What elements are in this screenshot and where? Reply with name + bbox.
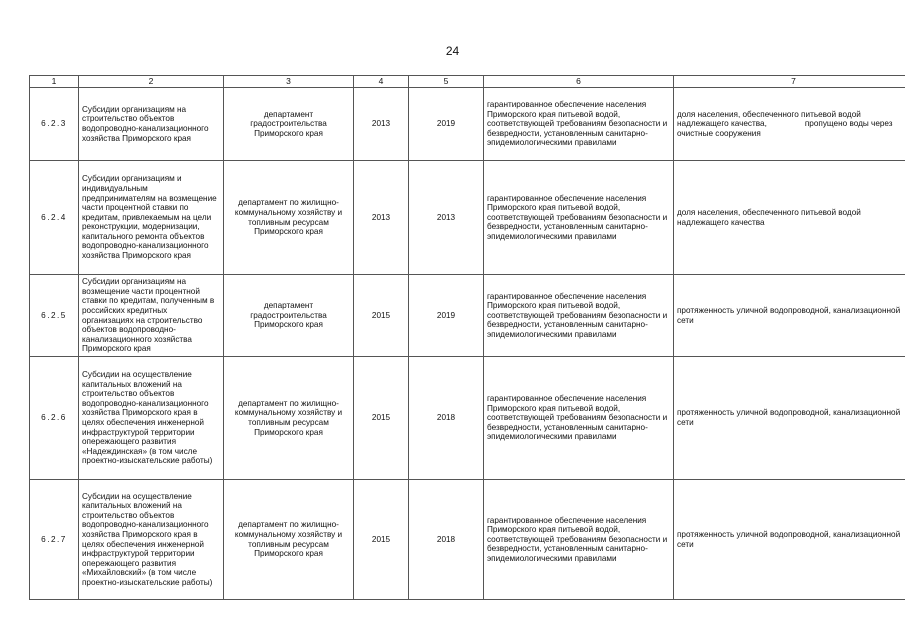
indicator-part: через очистные сооружения — [677, 119, 893, 138]
row-number: 6.2.3 — [30, 88, 79, 161]
row-number: 6.2.6 — [30, 357, 79, 480]
table-row — [30, 275, 905, 357]
expected-result: гарантированное обеспечение населения Приморского края питьевой водой, соответствующей требованиям безопасности и безвредности, установленным санитарно-эпидемиологическими правилами — [484, 275, 674, 357]
measure-name: Субсидии организациям и индивидуальным предпринимателям на возмещение части процентной ставки по кредитам, привлекаемым на цели реконструкции, модернизации, капитального ремонта объектов водопроводно-канализационного хозяйства Приморского края — [79, 161, 224, 275]
row-number: 6.2.7 — [30, 480, 79, 600]
column-header: 6 — [484, 76, 674, 88]
column-header: 5 — [409, 76, 484, 88]
header-row — [30, 76, 905, 88]
row-number: 6.2.4 — [30, 161, 79, 275]
program-table — [29, 75, 905, 600]
table-row — [30, 480, 905, 600]
column-header: 7 — [674, 76, 905, 88]
start-year: 2013 — [354, 88, 409, 161]
measure-name: Субсидии организациям на возмещение части процентной ставки по кредитам, полученным в российских кредитных организациях на строительство объектов водопроводно-канализационного хозяйства Приморского края — [79, 275, 224, 357]
end-year: 2018 — [409, 480, 484, 600]
measure-name: Субсидии организациям на строительство объектов водопроводно-канализационного хозяйства Приморского края — [79, 88, 224, 161]
measure-name: Субсидии на осуществление капитальных вложений на строительство объектов водопроводно-канализационного хозяйства Приморского края в целях обеспечения инженерной инфраструктурой территории опережающего развития «Михайловский» (в том числе проектно-изыскательские работы) — [79, 480, 224, 600]
indicator: протяженность уличной водопроводной, канализационной сети — [674, 275, 905, 357]
row-number: 6.2.5 — [30, 275, 79, 357]
executor: департамент по жилищно-коммунальному хозяйству и топливным ресурсам Приморского края — [224, 161, 354, 275]
indicator-part: доля населения, обеспеченного питьевой водой надлежащего качества, — [677, 109, 861, 129]
page-number: 24 — [445, 44, 460, 58]
end-year: 2019 — [409, 88, 484, 161]
end-year: 2013 — [409, 161, 484, 275]
executor: департамент по жилищно-коммунальному хозяйству и топливным ресурсам Приморского края — [224, 480, 354, 600]
column-header: 2 — [79, 76, 224, 88]
executor: департамент градостроительства Приморского края — [224, 275, 354, 357]
start-year: 2015 — [354, 275, 409, 357]
executor: департамент по жилищно-коммунальному хозяйству и топливным ресурсам Приморского края — [224, 357, 354, 480]
table-row — [30, 88, 905, 161]
table-row — [30, 161, 905, 275]
column-header: 1 — [30, 76, 79, 88]
indicator: доля населения, обеспеченного питьевой водой надлежащего качества — [674, 161, 905, 275]
start-year: 2015 — [354, 480, 409, 600]
measure-name: Субсидии на осуществление капитальных вложений на строительство объектов водопроводно-канализационного хозяйства Приморского края в целях обеспечения инженерной инфраструктурой территории опережающего развития «Надеждинская» (в том числе проектно-изыскательские работы) — [79, 357, 224, 480]
indicator — [674, 88, 905, 161]
expected-result: гарантированное обеспечение населения Приморского края питьевой водой, соответствующей требованиям безопасности и безвредности, установленным санитарно-эпидемиологическими правилами — [484, 161, 674, 275]
column-header: 3 — [224, 76, 354, 88]
expected-result: гарантированное обеспечение населения Приморского края питьевой водой, соответствующей требованиям безопасности и безвредности, установленным санитарно-эпидемиологическими правилами — [484, 88, 674, 161]
end-year: 2018 — [409, 357, 484, 480]
expected-result: гарантированное обеспечение населения Приморского края питьевой водой, соответствующей требованиям безопасности и безвредности, установленным санитарно-эпидемиологическими правилами — [484, 357, 674, 480]
start-year: 2015 — [354, 357, 409, 480]
indicator-part: пропущено воды — [804, 119, 869, 129]
end-year: 2019 — [409, 275, 484, 357]
column-header: 4 — [354, 76, 409, 88]
start-year: 2013 — [354, 161, 409, 275]
table-row — [30, 357, 905, 480]
expected-result: гарантированное обеспечение населения Приморского края питьевой водой, соответствующей требованиям безопасности и безвредности, установленным санитарно-эпидемиологическими правилами — [484, 480, 674, 600]
indicator: протяженность уличной водопроводной, канализационной сети — [674, 357, 905, 480]
executor: департамент градостроительства Приморского края — [224, 88, 354, 161]
indicator: протяженность уличной водопроводной, канализационной сети — [674, 480, 905, 600]
